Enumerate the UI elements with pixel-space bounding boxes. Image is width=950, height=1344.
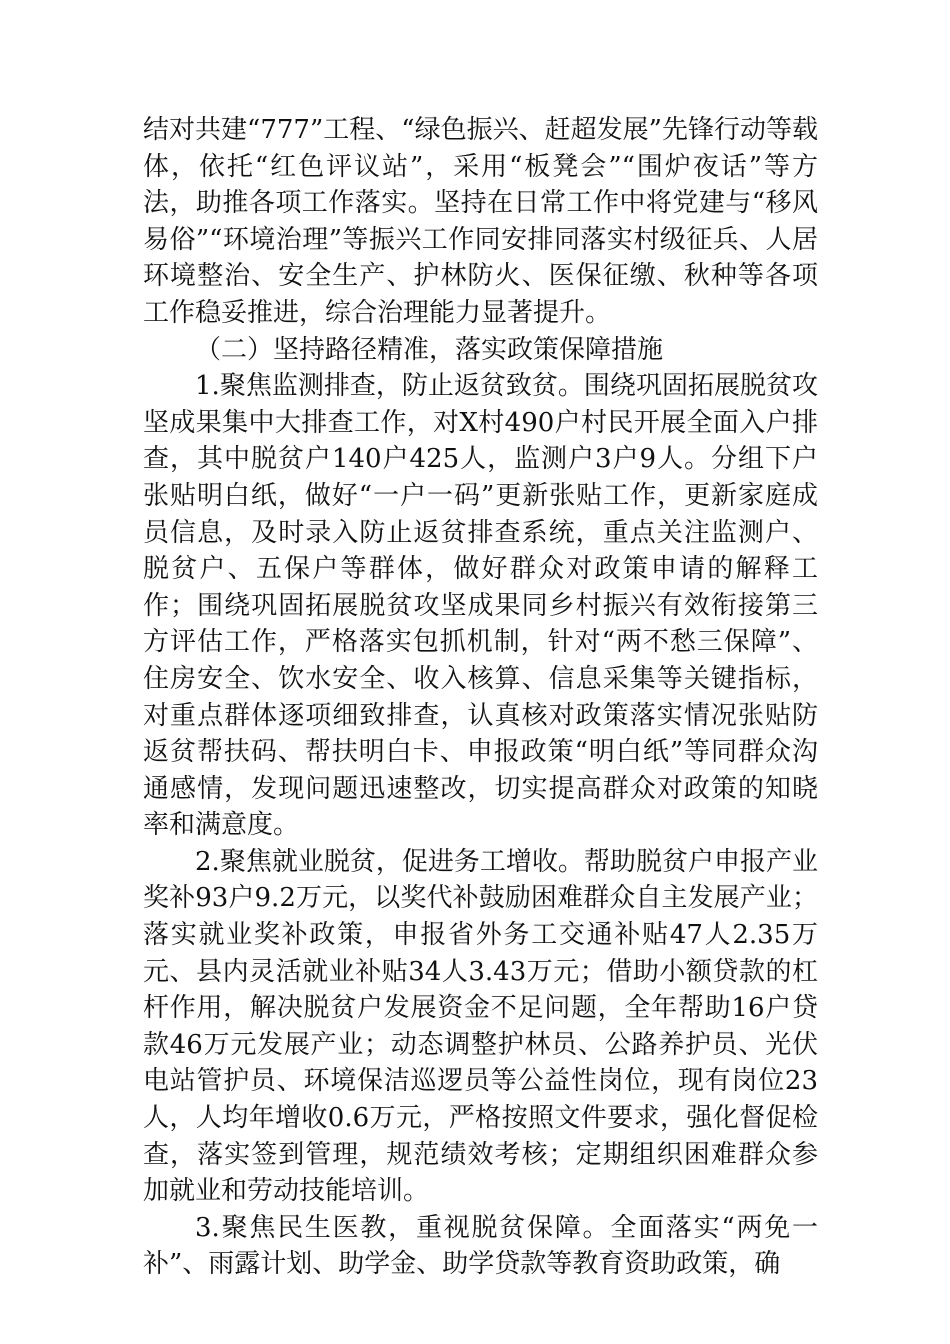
paragraph-employment: 2.聚焦就业脱贫，促进务工增收。帮助脱贫户申报产业奖补93户9.2万元，以奖代补鼓励困难群众自主发展产业；落实就业奖补政策，申报省外务工交通补贴47人2.35万元、县内灵活就业补贴34人3.43万元；借助小额贷款的杠杆作用，解决脱贫户发展资金不足问题，全年帮助16户贷款46万元发展产业；动态调整护林员、公路养护员、光伏电站管护员、环境保洁巡逻员等公益性岗位，现有岗位23人，人均年增收0.6万元，严格按照文件要求，强化督促检查，落实签到管理，规范绩效考核；定期组织困难群众参加就业和劳动技能培训。: [143, 846, 818, 1207]
paragraph-monitoring: 1.聚焦监测排查，防止返贫致贫。围绕巩固拓展脱贫攻坚成果集中大排查工作，对X村490户村民开展全面入户排查，其中脱贫户140户425人，监测户3户9人。分组下户张贴明白纸，做好“一户一码”更新张贴工作，更新家庭成员信息，及时录入防止返贫排查系统，重点关注监测户、脱贫户、五保户等群体，做好群众对政策申请的解释工作；围绕巩固拓展脱贫攻坚成果同乡村振兴有效衔接第三方评估工作，严格落实包抓机制，针对“两不愁三保障”、住房安全、饮水安全、收入核算、信息采集等关键指标，对重点群体逐项细致排查，认真核对政策落实情况张贴防返贫帮扶码、帮扶明白卡、申报政策“明白纸”等同群众沟通感情，发现问题迅速整改，切实提高群众对政策的知晓率和满意度。: [143, 371, 818, 841]
paragraph-livelihood: 3.聚焦民生医教，重视脱贫保障。全面落实“两免一补”、雨露计划、助学金、助学贷款等教育资助政策，确: [143, 1212, 818, 1280]
paragraph-continuation: 结对共建“777”工程、“绿色振兴、赶超发展”先锋行动等载体，依托“红色评议站”，采用“板凳会”“围炉夜话”等方法，助推各项工作落实。坚持在日常工作中将党建与“移风易俗”“环境治理”等振兴工作同安排同落实村级征兵、人居环境整治、安全生产、护林防火、医保征缴、秋种等各项工作稳妥推进，综合治理能力显著提升。: [143, 115, 818, 328]
section-heading: （二）坚持路径精准，落实政策保障措施: [195, 334, 664, 365]
document-body: [143, 112, 818, 1283]
